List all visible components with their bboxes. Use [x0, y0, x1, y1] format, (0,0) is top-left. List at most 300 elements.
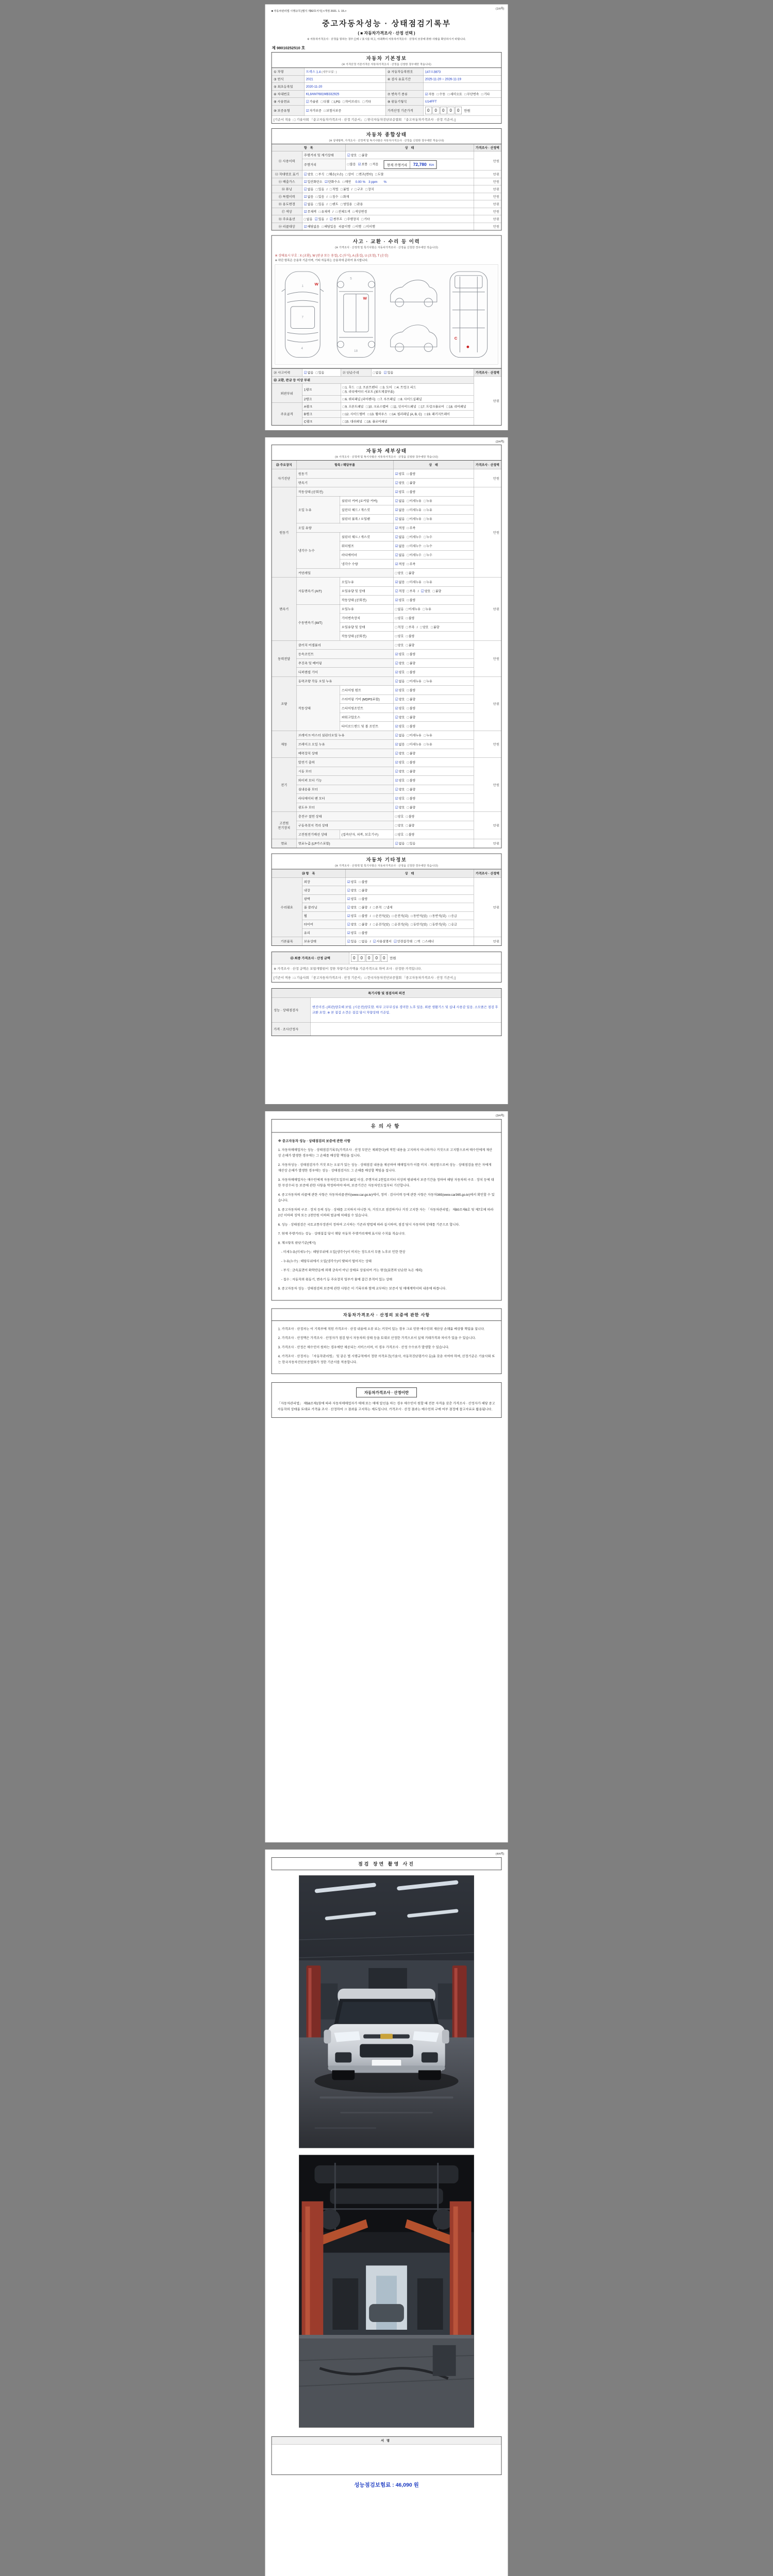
checkbox-unchecked[interactable]: □미세누수 — [407, 535, 422, 539]
checkbox-unchecked[interactable]: □LPG — [331, 99, 341, 104]
checkbox-unchecked[interactable]: □양호 — [395, 616, 404, 620]
price-cell: 만원 — [474, 937, 501, 946]
checkbox-checked[interactable]: ☑양호 — [395, 697, 405, 701]
checkbox-unchecked[interactable]: □불량 — [406, 814, 415, 819]
checkbox-icon: ☑ — [395, 796, 398, 801]
checkbox-icon: ☑ — [395, 553, 398, 557]
checkbox-checked[interactable]: ☑없음 — [395, 679, 405, 683]
checkbox-checked[interactable]: ☑자동 — [425, 92, 435, 96]
checkbox-checked[interactable]: ☑양호 — [395, 715, 405, 719]
checkbox-checked[interactable]: ☑자가보증 — [306, 108, 322, 113]
checkbox-checked[interactable]: ☑양호 — [347, 888, 357, 892]
checkbox-checked[interactable]: ☑양호 — [395, 787, 405, 791]
checkbox-unchecked[interactable]: □양호 — [419, 625, 429, 629]
status-options — [393, 632, 474, 641]
checkbox-unchecked[interactable]: □미세누유 — [407, 507, 422, 512]
checkbox-icon: □ — [448, 922, 451, 926]
checkbox-unchecked[interactable]: □적법 — [329, 187, 339, 191]
checkbox-unchecked[interactable]: □누유 — [424, 742, 432, 747]
label-year: ③ 연식 — [272, 75, 304, 83]
checkbox-unchecked[interactable]: □불량 — [407, 796, 416, 801]
checkbox-checked[interactable]: ☑썬루프 — [329, 217, 343, 221]
checkbox-unchecked[interactable]: □도말 — [375, 172, 384, 176]
checkbox-unchecked[interactable]: □해당있음 — [322, 224, 337, 229]
checkbox-unchecked[interactable]: □7. 루프패널 — [377, 397, 396, 401]
checkbox-unchecked[interactable]: □9. 프론트패널 — [342, 404, 364, 409]
checkbox-checked[interactable]: ☑보통 — [358, 162, 368, 166]
checkbox-unchecked[interactable]: □기타 — [361, 217, 370, 221]
checkbox-unchecked[interactable]: □불량 — [406, 634, 415, 638]
checkbox-icon: □ — [345, 172, 348, 176]
option-text: / — [369, 905, 371, 909]
status-options — [393, 514, 474, 523]
notice-item: 1. 자동차매매업자는 성능 · 상태점검기록부(가격조사 · 산정 부분은 제외한다)에 적힌 내용을 고지하지 아니하거나 거짓으로 고지함으로써 매수인에게 재산상 손해가 발생한 경우에는 그 손해를 배상할 책임을 집니다. — [278, 1148, 493, 1158]
checkbox-unchecked[interactable]: □3. 도어 — [380, 385, 392, 389]
signature-box — [272, 2436, 502, 2475]
notice-item: 4. 중고자동차의 리콜에 관한 사항은 자동차리콜센터(www.car.go.kr)에서, 정비 · 검사이력 등에 관한 사항은 자동차365(www.car365.go.kr)에서 확인할 수 있습니다. — [278, 1193, 495, 1202]
checkbox-checked[interactable]: ☑양호 — [421, 589, 431, 593]
checkbox-checked[interactable]: ☑양호 — [395, 805, 405, 809]
checkbox-icon: □ — [364, 419, 367, 423]
checkbox-unchecked[interactable]: □관용 — [354, 202, 363, 206]
checkbox-unchecked[interactable]: □불량 — [359, 153, 368, 157]
checkbox-icon: ☑ — [304, 202, 307, 206]
page-2 — [265, 437, 508, 1105]
checkbox-unchecked[interactable]: □누수 — [424, 544, 432, 548]
checkbox-unchecked[interactable]: □누유 — [423, 607, 431, 611]
final-price-unit: 만원 — [390, 956, 396, 960]
notice-item: - 누유(누수) : 해당부위에서 오일(냉각수)이 맺혀서 떨어지는 상태 — [278, 1259, 372, 1263]
checkbox-checked[interactable]: ☑해당없음 — [304, 224, 320, 229]
checkbox-icon: □ — [359, 930, 361, 935]
subitem-label: 오일유량 및 상태 — [340, 586, 393, 596]
checkbox-unchecked[interactable]: □6. 쿼터패널 (리어펜더) — [342, 397, 376, 401]
checkbox-unchecked[interactable]: □적음 — [369, 162, 379, 166]
checkbox-unchecked[interactable]: □운전석(앞) — [373, 913, 390, 918]
checkbox-icon: □ — [340, 202, 343, 206]
checkbox-unchecked[interactable]: □5. 라디에이터 서포트 (볼트체결부품) — [342, 389, 394, 394]
checkbox-icon: □ — [315, 202, 318, 206]
notices-intro: ※ 중고자동차 성능 · 상태점검의 보증에 관한 사항 — [278, 1139, 350, 1143]
checkbox-unchecked[interactable]: □미세누유 — [407, 733, 422, 737]
checkbox-icon: □ — [407, 841, 409, 845]
checkbox-checked[interactable]: ☑일산화탄소 — [304, 180, 323, 184]
checkbox-unchecked[interactable]: □불량 — [359, 913, 368, 918]
cell-car-name — [304, 68, 385, 76]
price-notices-title: 자동차가격조사 · 산정의 보증에 관한 사항 — [272, 1308, 502, 1321]
checkbox-unchecked[interactable]: □기타 — [481, 92, 490, 96]
checkbox-unchecked[interactable]: □양호 — [395, 643, 404, 647]
column-header: 상 태 — [345, 869, 474, 877]
status-options — [393, 686, 474, 695]
checkbox-unchecked[interactable]: □불량 — [407, 697, 416, 701]
checkbox-unchecked[interactable]: □불량 — [407, 471, 416, 476]
checkbox-unchecked[interactable]: □불량 — [406, 616, 415, 620]
checkbox-unchecked[interactable]: □불량 — [359, 879, 368, 884]
checkbox-unchecked[interactable]: □화재 — [340, 194, 349, 199]
status-options — [393, 640, 474, 650]
checkbox-unchecked[interactable]: □양호 — [395, 571, 404, 575]
status-options — [345, 151, 474, 159]
checkbox-checked[interactable]: ☑없음 — [395, 517, 405, 521]
checkbox-unchecked[interactable]: □누수 — [424, 553, 432, 557]
checkbox-unchecked[interactable]: □부식 — [315, 172, 325, 176]
checkbox-checked[interactable]: ☑없음 — [304, 187, 314, 191]
checkbox-unchecked[interactable]: □불량 — [407, 652, 416, 656]
checkbox-checked[interactable]: ☑없음 — [395, 580, 405, 584]
checkbox-unchecked[interactable]: □동반석(뒤) — [429, 922, 446, 926]
checkbox-unchecked[interactable]: □누유 — [424, 517, 432, 521]
checkbox-unchecked[interactable]: □미세누수 — [407, 553, 422, 557]
inspection-photo-front — [299, 1875, 474, 2148]
checkbox-unchecked[interactable]: □훼손(오손) — [326, 172, 343, 176]
checkbox-checked[interactable]: ☑양호 — [347, 896, 357, 901]
checkbox-unchecked[interactable]: □불량 — [407, 787, 416, 791]
damage-code-legend: ※ 상태표시 부호 : X (교환), W (판금 또는 용접), C (부식), A (흠집), U (요철), T (손상) — [275, 253, 389, 258]
checkbox-checked[interactable]: ☑양호 — [395, 481, 405, 485]
checkbox-unchecked[interactable]: □불량 — [406, 643, 415, 647]
checkbox-unchecked[interactable]: □2. 프론트펜더 — [357, 385, 378, 389]
checkbox-unchecked[interactable]: □구조 — [355, 187, 363, 191]
checkbox-checked[interactable]: ☑양호 — [347, 930, 357, 935]
checkbox-unchecked[interactable]: □양호 — [395, 832, 404, 837]
checkbox-unchecked[interactable]: □보험사보증 — [324, 108, 342, 113]
checkbox-checked[interactable]: ☑안전삼각대 — [394, 939, 412, 943]
checkbox-unchecked[interactable]: □1. 후드 — [342, 385, 355, 389]
svg-text:18: 18 — [354, 349, 358, 353]
checkbox-icon: □ — [411, 922, 413, 926]
label-empty — [385, 83, 423, 91]
checkbox-unchecked[interactable]: □17. 트렁크플로어 — [418, 404, 444, 409]
checkbox-unchecked[interactable]: □미세누유 — [407, 742, 422, 747]
checkbox-unchecked[interactable]: □불량 — [432, 589, 442, 593]
item-label: 변속기 — [296, 478, 393, 487]
item-label: 광택 — [302, 894, 345, 903]
checkbox-unchecked[interactable]: □누유 — [424, 507, 432, 512]
checkbox-checked[interactable]: ☑양호 — [395, 652, 405, 656]
checkbox-unchecked[interactable]: □부족 — [407, 589, 416, 593]
checkbox-checked[interactable]: ☑양호 — [347, 922, 357, 926]
checkbox-checked[interactable]: ☑양호 — [395, 670, 405, 674]
checkbox-unchecked[interactable]: □침수 — [329, 194, 339, 199]
checkbox-unchecked[interactable]: □불량 — [407, 481, 416, 485]
checkbox-checked[interactable]: ☑없음 — [304, 194, 314, 199]
checkbox-icon: ☑ — [395, 580, 398, 584]
checkbox-checked[interactable]: ☑양호 — [304, 172, 314, 176]
checkbox-unchecked[interactable]: □4. 트렁크 리드 — [394, 385, 416, 389]
checkbox-unchecked[interactable]: □렌트 — [329, 202, 339, 206]
checkbox-unchecked[interactable]: □불량 — [406, 571, 415, 575]
checkbox-unchecked[interactable]: □색상변경 — [352, 209, 367, 214]
item-label: 주행거리 — [302, 159, 345, 171]
item-label: 배력장치 상태 — [296, 749, 393, 758]
checkbox-icon: □ — [395, 616, 397, 620]
checkbox-checked[interactable]: ☑양호 — [395, 724, 405, 728]
checkbox-unchecked[interactable]: □있음 — [315, 370, 325, 375]
checkbox-unchecked[interactable]: □불량 — [407, 670, 416, 674]
checkbox-checked[interactable]: ☑없음 — [395, 733, 405, 737]
checkbox-unchecked[interactable]: □운전석(뒤) — [392, 913, 409, 918]
label-engine-type: ⑨ 원동기형식 — [385, 98, 423, 106]
checkbox-unchecked[interactable]: □부족 — [407, 526, 416, 530]
checkbox-unchecked[interactable]: □불량 — [406, 832, 415, 837]
checkbox-unchecked[interactable]: □동반석(앞) — [411, 922, 428, 926]
subitem-label: 스티어링 펌프 — [340, 686, 393, 695]
checkbox-unchecked[interactable]: □무단변속 — [464, 92, 479, 96]
checkbox-icon: □ — [395, 625, 397, 629]
checkbox-unchecked[interactable]: □11. 인사이드패널 — [391, 404, 416, 409]
checkbox-unchecked[interactable]: □양호 — [395, 634, 404, 638]
checkbox-unchecked[interactable]: □불량 — [359, 905, 368, 909]
checkbox-unchecked[interactable]: □불량 — [407, 715, 416, 719]
checkbox-unchecked[interactable]: □15. 대쉬패널 — [342, 419, 362, 423]
price-digit-box: 0 — [432, 107, 439, 114]
checkbox-unchecked[interactable]: □14. 필러패널 (A, B, C) — [389, 412, 422, 416]
item-label: 냉각수 누수 — [296, 532, 340, 568]
checkbox-unchecked[interactable]: □미세누유 — [406, 607, 421, 611]
status-options — [393, 794, 474, 803]
checkbox-unchecked[interactable]: □불량 — [359, 922, 368, 926]
checkbox-unchecked[interactable]: □불량 — [407, 805, 416, 809]
checkbox-icon: ☑ — [347, 913, 350, 918]
checkbox-icon: ☑ — [395, 697, 398, 701]
page-mark: (4/4쪽) — [495, 1852, 505, 1856]
checkbox-unchecked[interactable]: □누유 — [424, 580, 432, 584]
checkbox-unchecked[interactable]: □누유 — [424, 499, 432, 503]
checkbox-unchecked[interactable]: □없음 — [304, 217, 313, 221]
checkbox-unchecked[interactable]: □불량 — [359, 896, 368, 901]
checkbox-unchecked[interactable]: □양호 — [395, 814, 404, 819]
price-definition-box — [272, 1382, 502, 1418]
checkbox-checked[interactable]: ☑없음 — [395, 841, 405, 845]
checkbox-unchecked[interactable]: □12. 사이드멤버 — [342, 412, 365, 416]
checkbox-unchecked[interactable]: □16. 플로어패널 — [364, 419, 388, 423]
subitem-label: 실린더 헤드 / 개스킷 — [340, 505, 393, 515]
value-car-name: 트랙스 1.4 — [306, 70, 321, 74]
checkbox-checked[interactable]: ☑적정 — [395, 562, 405, 566]
checkbox-unchecked[interactable]: □유채색 — [318, 209, 330, 214]
checkbox-unchecked[interactable]: □누유 — [424, 679, 432, 683]
checkbox-unchecked[interactable]: □불량 — [406, 823, 415, 827]
subitem-label: 실린더 헤드 / 개스킷 — [340, 532, 393, 541]
checkbox-icon: □ — [407, 489, 409, 494]
item-label: 원동기 — [296, 469, 393, 479]
status-options — [393, 523, 474, 533]
checkbox-checked[interactable]: ☑없음 — [395, 553, 405, 557]
checkbox-unchecked[interactable]: □불량 — [407, 769, 416, 773]
checkbox-unchecked[interactable]: □불량 — [407, 489, 416, 494]
page-4 — [265, 1850, 508, 2576]
checkbox-checked[interactable]: ☑적정 — [395, 589, 405, 593]
checkbox-unchecked[interactable]: □주행장치 — [344, 217, 359, 221]
checkbox-unchecked[interactable]: □부족 — [406, 625, 415, 629]
checkbox-checked[interactable]: ☑없음 — [395, 507, 405, 512]
checkbox-unchecked[interactable]: □미세누수 — [407, 544, 422, 548]
price-column-header: 가격조사 · 산정액 — [474, 369, 501, 377]
checkbox-icon: □ — [395, 814, 397, 819]
checkbox-unchecked[interactable]: □흔적 — [373, 905, 382, 909]
checkbox-unchecked[interactable]: □장치 — [365, 187, 374, 191]
checkbox-checked[interactable]: ☑있음 — [383, 370, 394, 375]
checkbox-icon: □ — [407, 733, 409, 737]
photo-underbody-lift — [299, 2155, 474, 2427]
checkbox-unchecked[interactable]: □많음 — [347, 162, 356, 166]
checkbox-icon: □ — [407, 778, 409, 783]
checkbox-icon: □ — [406, 832, 408, 837]
signature-area[interactable] — [272, 2444, 501, 2475]
checkbox-unchecked[interactable]: □있음 — [315, 194, 325, 199]
checkbox-unchecked[interactable]: □매연 — [342, 180, 351, 184]
checkbox-unchecked[interactable]: □응급 — [448, 913, 457, 918]
checkbox-unchecked[interactable]: □없음 — [359, 939, 368, 943]
checkbox-icon: ☑ — [304, 194, 307, 199]
checkbox-checked[interactable]: ☑없음 — [395, 499, 405, 503]
group-label: 조향 — [272, 676, 296, 731]
checkbox-unchecked[interactable]: □영업용 — [340, 202, 352, 206]
checkbox-checked[interactable]: ☑없음 — [395, 535, 405, 539]
checkbox-unchecked[interactable]: □불량 — [359, 888, 368, 892]
checkbox-unchecked[interactable]: □불량 — [407, 598, 416, 602]
checkbox-unchecked[interactable]: □스패너 — [422, 939, 434, 943]
checkbox-unchecked[interactable]: □있음 — [407, 841, 416, 845]
checkbox-checked[interactable]: ☑사용설명서 — [373, 939, 392, 943]
checkbox-unchecked[interactable]: □수동 — [436, 92, 446, 96]
checkbox-checked[interactable]: ☑가솔린 — [306, 99, 318, 104]
status-options — [393, 830, 474, 839]
checkbox-checked[interactable]: ☑양호 — [395, 598, 405, 602]
notice-item: 9. 중고자동차 성능 · 상태점검의 보증에 관한 사항은 이 기록부와 함께 교부하는 보증서 및 매매계약서의 내용에 따릅니다. — [278, 1286, 447, 1291]
checkbox-unchecked[interactable]: □변조(변타) — [356, 172, 373, 176]
column-header: 가격조사 · 산정액 — [474, 461, 501, 469]
checkbox-unchecked[interactable]: □미이행 — [363, 224, 375, 229]
checkbox-unchecked[interactable]: □하이브리드 — [342, 99, 360, 104]
checkbox-checked[interactable]: ☑있음 — [347, 939, 357, 943]
checkbox-checked[interactable]: ☑없음 — [395, 742, 405, 747]
checkbox-checked[interactable]: ☑양호 — [395, 769, 405, 773]
checkbox-checked[interactable]: ☑없음 — [395, 544, 405, 548]
checkbox-checked[interactable]: ☑있음 — [314, 217, 325, 221]
checkbox-unchecked[interactable]: □있음 — [315, 202, 325, 206]
status-options — [393, 758, 474, 767]
final-price-table — [272, 952, 502, 982]
checkbox-unchecked[interactable]: □불량 — [407, 778, 416, 783]
item-label: 오일 누유 — [296, 496, 340, 523]
checkbox-unchecked[interactable]: □10. 크로스멤버 — [365, 404, 389, 409]
checkbox-unchecked[interactable]: □불량 — [407, 661, 416, 665]
checkbox-checked[interactable]: ☑양호 — [395, 706, 405, 710]
status-options — [393, 496, 474, 505]
checkbox-unchecked[interactable]: □불량 — [407, 751, 416, 755]
base-price-unit: 만원 — [464, 109, 470, 113]
checkbox-checked[interactable]: ☑양호 — [395, 778, 405, 783]
checkbox-unchecked[interactable]: □동반석(뒤) — [429, 913, 446, 918]
checkbox-unchecked[interactable]: □13. 휠하우스 — [367, 412, 388, 416]
column-header: 상 태 — [393, 461, 474, 469]
checkbox-unchecked[interactable]: □냄새 — [383, 905, 393, 909]
checkbox-unchecked[interactable]: □디젤 — [321, 99, 329, 104]
checkbox-unchecked[interactable]: □불량 — [407, 706, 416, 710]
checkbox-unchecked[interactable]: □적정 — [395, 625, 404, 629]
checkbox-checked[interactable]: ☑양호 — [395, 796, 405, 801]
checkbox-checked[interactable]: ☑탄화수소 — [325, 180, 341, 184]
checkbox-checked[interactable]: ☑양호 — [347, 913, 357, 918]
checkbox-unchecked[interactable]: □미세누유 — [407, 499, 422, 503]
checkbox-unchecked[interactable]: □없음 — [395, 607, 404, 611]
checkbox-unchecked[interactable]: □양호 — [395, 823, 404, 827]
notice-item: 4. 가격조사 · 산정자는 「자동차관리법」 및 같은 법 시행규칙에서 정한 자격요건(기술사, 자동차진단평가사 등)을 갖춘 자여야 하며, 산정기준은 기술사회 또는 한국자동차진단보증협회가 정한 기준서를 적용합니다. — [278, 1354, 495, 1364]
checkbox-checked[interactable]: ☑양호 — [395, 471, 405, 476]
status-options — [393, 622, 474, 632]
checkbox-checked[interactable]: ☑양호 — [395, 661, 405, 665]
checkbox-checked[interactable]: ☑양호 — [347, 879, 357, 884]
checkbox-unchecked[interactable]: □8. 사이드실패널 — [398, 397, 422, 401]
checkbox-checked[interactable]: ☑양호 — [395, 489, 405, 494]
status-options — [393, 604, 474, 614]
checkbox-checked[interactable]: ☑양호 — [395, 751, 405, 755]
checkbox-unchecked[interactable]: □불량 — [430, 625, 440, 629]
checkbox-checked[interactable]: ☑양호 — [347, 905, 357, 909]
checkbox-unchecked[interactable]: □동반석(앞) — [411, 913, 428, 918]
status-options — [393, 596, 474, 605]
checkbox-unchecked[interactable]: □잭 — [414, 939, 421, 943]
checkbox-unchecked[interactable]: □불법 — [340, 187, 349, 191]
notice-item: 7. 현재 주행거리는 성능 · 상태점검 당시 해당 자동차 주행거리계에 표시된 수치를 적습니다. — [278, 1232, 406, 1236]
checkbox-icon: □ — [429, 922, 432, 926]
checkbox-icon: □ — [357, 385, 359, 389]
checkbox-checked[interactable]: ☑적정 — [395, 526, 405, 530]
checkbox-unchecked[interactable]: □세미오토 — [447, 92, 462, 96]
checkbox-icon: □ — [430, 625, 433, 629]
checkbox-unchecked[interactable]: □부족 — [407, 562, 416, 566]
checkbox-unchecked[interactable]: □미세누유 — [407, 517, 422, 521]
checkbox-checked[interactable]: ☑무채색 — [304, 209, 316, 214]
subitem-label: 작동상태 (공회전) — [340, 596, 393, 605]
checkbox-unchecked[interactable]: □18. 리어패널 — [446, 404, 466, 409]
checkbox-checked[interactable]: ☑없음 — [304, 202, 314, 206]
checkbox-checked[interactable]: ☑양호 — [395, 760, 405, 765]
photo-car-front-on-lift — [299, 1876, 474, 2148]
notice-item: - 침수 : 자동차의 원동기, 변속기 등 주요장치 일부가 물에 잠긴 흔적이 있는 상태 — [278, 1277, 393, 1281]
page-3 — [265, 1111, 508, 1843]
checkbox-icon: ☑ — [395, 507, 398, 512]
checkbox-unchecked[interactable]: □없음 — [373, 370, 382, 375]
checkbox-checked[interactable]: ☑없음 — [304, 370, 314, 375]
value-reg-no: 147소3873 — [425, 70, 441, 74]
subitem-label: 파워고압호스 — [340, 713, 393, 722]
checkbox-unchecked[interactable]: □불량 — [359, 930, 368, 935]
checkbox-unchecked[interactable]: □운전석(앞) — [373, 922, 390, 926]
checkbox-unchecked[interactable]: □불량 — [407, 760, 416, 765]
checkbox-unchecked[interactable]: □있음 — [315, 187, 325, 191]
checkbox-checked[interactable]: ☑양호 — [347, 153, 357, 157]
checkbox-unchecked[interactable]: □불량 — [407, 724, 416, 728]
checkbox-unchecked[interactable]: □19. 패키지트레이 — [424, 412, 450, 416]
checkbox-unchecked[interactable]: □누유 — [424, 733, 432, 737]
checkbox-unchecked[interactable]: □미세누유 — [407, 580, 422, 584]
checkbox-unchecked[interactable]: □운전석(뒤) — [392, 922, 409, 926]
checkbox-icon: ☑ — [383, 370, 387, 375]
checkbox-unchecked[interactable]: □누수 — [424, 535, 432, 539]
checkbox-unchecked[interactable]: □상이 — [345, 172, 354, 176]
checkbox-unchecked[interactable]: □미세누유 — [407, 679, 422, 683]
checkbox-unchecked[interactable]: □기타 — [362, 99, 371, 104]
checkbox-unchecked[interactable]: □이행 — [352, 224, 362, 229]
subitem-label: 워터펌프 — [340, 541, 393, 551]
checkbox-unchecked[interactable]: □전체도색 — [335, 209, 350, 214]
checkbox-unchecked[interactable]: □불량 — [407, 688, 416, 692]
checkbox-checked[interactable]: ☑양호 — [395, 688, 405, 692]
checkbox-unchecked[interactable]: □응급 — [448, 922, 457, 926]
